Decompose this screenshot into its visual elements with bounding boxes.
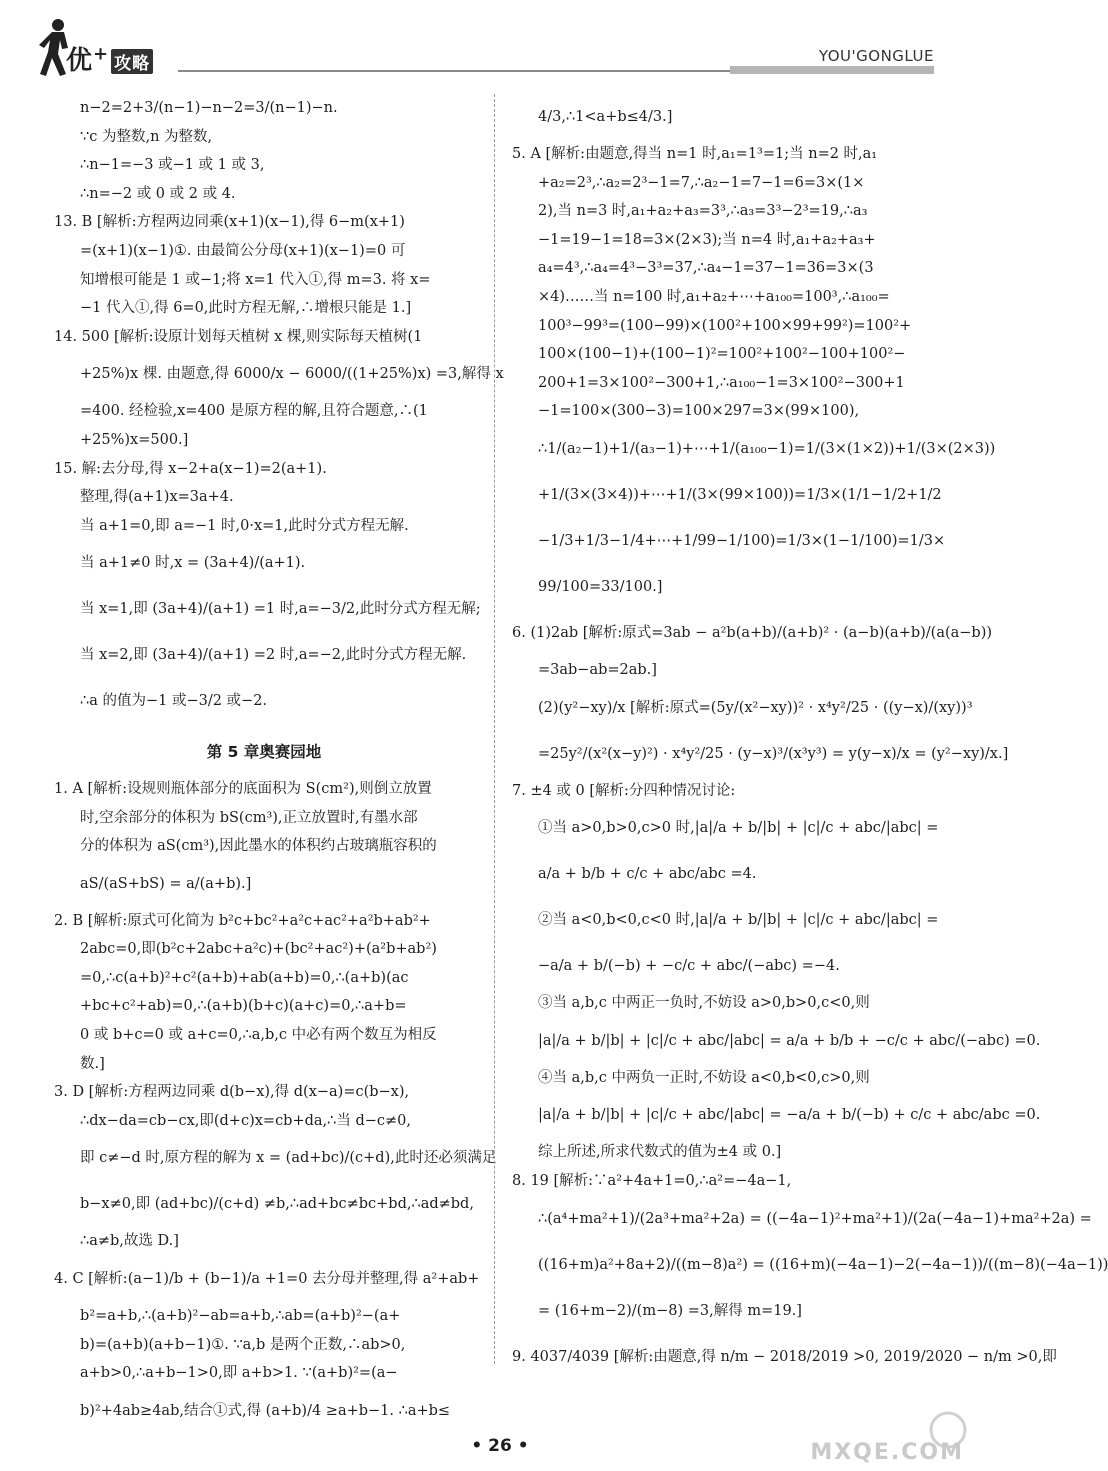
text-line: (2)(y²−xy)/x [解析:原式=(5y/(x²−xy))² · x⁴y²/25 · ((y−x)/(xy))³ [538,699,973,716]
text-line: 即 c≠−d 时,原方程的解为 x = (ad+bc)/(c+d),此时还必须满足 [80,1150,497,1167]
text-line: ∴n−1=−3 或−1 或 1 或 3, [80,157,265,174]
text-line: −1 代入①,得 6=0,此时方程无解,∴增根只能是 1.] [80,300,412,317]
text-line: 当 a+1=0,即 a=−1 时,0·x=1,此时分式方程无解. [80,517,409,534]
text-line: =0,∴c(a+b)²+c²(a+b)+ab(a+b)=0,∴(a+b)(ac [80,969,409,986]
answer-8: 8. 19 [解析:∵a²+4a+1=0,∴a²=−4a−1, [512,1172,792,1189]
text-line: b)=(a+b)(a+b−1)①. ∵a,b 是两个正数,∴ab>0, [80,1336,406,1353]
brand-logo: 优+ 攻略 [66,40,153,77]
text-line: 0 或 b+c=0 或 a+c=0,∴a,b,c 中必有两个数互为相反 [80,1027,437,1044]
text-line: a+b>0,∴a+b−1>0,即 a+b>1. ∵(a+b)²=(a− [80,1365,398,1382]
text-line: 数.] [80,1055,105,1072]
text-line: ∴a≠b,故选 D.] [80,1233,179,1250]
text-line: a₄=4³,∴a₄=4³−3³=37,∴a₄−1=37−1=36=3×(3 [538,260,874,277]
text-line: 知增根可能是 1 或−1;将 x=1 代入①,得 m=3. 将 x= [80,271,431,288]
brand-name: YOU'GONGLUE [818,47,934,65]
text-line: b)²+4ab≥4ab,结合①式,得 (a+b)/4 ≥a+b−1. ∴a+b≤ [80,1402,451,1419]
answer-4: 4. C [解析:(a−1)/b + (b−1)/a +1=0 去分母并整理,得 a²+ab+ [54,1271,480,1288]
text-line: ((16+m)a²+8a+2)/((m−8)a²) = ((16+m)(−4a−1)−2(−4a−1))/((m−8)(−4a−1)) [538,1256,1108,1273]
text-line: aS/(aS+bS) = a/(a+b).] [80,875,252,892]
right-column [512,94,1108,1380]
text-line: +25%)x=500.] [80,431,189,448]
text-line: ∴a 的值为−1 或−3/2 或−2. [80,693,268,710]
text-line: +1/(3×(3×4))+⋯+1/(3×(99×100))=1/3×(1/1−1/2+1/2 [538,486,942,503]
text-line: ②当 a<0,b<0,c<0 时,|a|/a + b/|b| + |c|/c + abc/|abc| = [538,912,939,929]
answer-1: 1. A [解析:设规则瓶体部分的底面积为 S(cm²),则倒立放置 [54,780,432,797]
text-line: 2),当 n=3 时,a₁+a₂+a₃=3³,∴a₃=3³−2³=19,∴a₃ [538,203,868,220]
text-line: n−2=2+3/(n−1)−n−2=3/(n−1)−n. [80,100,338,116]
text-line: −a/a + b/(−b) + −c/c + abc/(−abc) =−4. [538,958,840,975]
answer-7: 7. ±4 或 0 [解析:分四种情况讨论: [512,782,736,799]
text-line: +a₂=2³,∴a₂=2³−1=7,∴a₂−1=7−1=6=3×(1× [538,174,865,191]
text-line: b−x≠0,即 (ad+bc)/(c+d) ≠b,∴ad+bc≠bc+bd,∴ad≠bd, [80,1196,474,1213]
text-line: =(x+1)(x−1)①. 由最简公分母(x+1)(x−1)=0 可 [80,242,406,259]
text-line: 99/100=33/100.] [538,578,663,595]
text-line: 整理,得(a+1)x=3a+4. [80,489,234,506]
text-line: ∴(a⁴+ma²+1)/(2a³+ma²+2a) = ((−4a−1)²+ma²+1)/(2a(−4a−1)+ma²+2a) = [538,1210,1092,1227]
section-title: 第 5 章奥赛园地 [206,743,322,762]
text-line: −1=100×(300−3)=100×297=3×(99×100), [538,403,860,420]
text-line: 100³−99³=(100−99)×(100²+100×99+99²)=100²+ [538,317,912,334]
text-line: ①当 a>0,b>0,c>0 时,|a|/a + b/|b| + |c|/c + abc/|abc| = [538,820,939,837]
answer-14: 14. 500 [解析:设原计划每天植树 x 棵,则实际每天植树(1 [54,328,423,345]
text-line: 2abc=0,即(b²c+2abc+a²c)+(bc²+ac²)+(a²b+ab²) [80,941,437,958]
text-line: ④当 a,b,c 中两负一正时,不妨设 a<0,b<0,c>0,则 [538,1069,870,1086]
text-line: ×4)……当 n=100 时,a₁+a₂+⋯+a₁₀₀=100³,∴a₁₀₀= [538,288,890,305]
text-line: =400. 经检验,x=400 是原方程的解,且符合题意,∴(1 [80,403,428,420]
watermark-text: MXQE.COM [810,1440,964,1465]
text-line: 当 a+1≠0 时,x = (3a+4)/(a+1). [80,555,306,572]
column-divider [494,94,495,1364]
text-line: 综上所述,所求代数式的值为±4 或 0.] [538,1144,782,1161]
text-line: −1/3+1/3−1/4+⋯+1/99−1/100)=1/3×(1−1/100)=1/3× [538,532,946,549]
text-line: ∵c 为整数,n 为整数, [80,128,213,145]
text-line: −1=19−1=18=3×(2×3);当 n=4 时,a₁+a₂+a₃+ [538,231,876,248]
text-line: 分的体积为 aS(cm³),因此墨水的体积约占玻璃瓶容积的 [80,838,437,855]
text-line: ③当 a,b,c 中两正一负时,不妨设 a>0,b>0,c<0,则 [538,995,870,1012]
text-line: ∴1/(a₂−1)+1/(a₃−1)+⋯+1/(a₁₀₀−1)=1/(3×(1×2))+1/(3×(2×3)) [538,440,996,457]
text-line: +bc+c²+ab)=0,∴(a+b)(b+c)(a+c)=0,∴a+b= [80,998,407,1015]
text-line: a/a + b/b + c/c + abc/abc =4. [538,866,757,883]
answer-15: 15. 解:去分母,得 x−2+a(x−1)=2(a+1). [54,460,327,477]
text-line: ∴n=−2 或 0 或 2 或 4. [80,185,236,202]
text-line: =3ab−ab=2ab.] [538,661,657,678]
answer-9: 9. 4037/4039 [解析:由题意,得 n/m − 2018/2019 >0, 2019/2020 − n/m >0,即 [512,1348,1057,1365]
text-line: b²=a+b,∴(a+b)²−ab=a+b,∴ab=(a+b)²−(a+ [80,1308,401,1325]
text-line: ∴dx−da=cb−cx,即(d+c)x=cb+da,∴当 d−c≠0, [80,1112,412,1129]
header-rule-accent [730,66,934,74]
answer-6: 6. (1)2ab [解析:原式=3ab − a²b(a+b)/(a+b)² · (a−b)(a+b)/(a(a−b)) [512,624,993,641]
left-column [54,94,504,1434]
text-line: =25y²/(x²(x−y)²) · x⁴y²/25 · (y−x)³/(x³y³) = y(y−x)/x = (y²−xy)/x.] [538,745,1009,762]
text-line: 当 x=2,即 (3a+4)/(a+1) =2 时,a=−2,此时分式方程无解. [80,647,467,664]
text-line: 时,空余部分的体积为 bS(cm³),正立放置时,有墨水部 [80,809,418,826]
text-line: 100×(100−1)+(100−1)²=100²+100²−100+100²− [538,346,906,363]
text-line: +25%)x 棵. 由题意,得 6000/x − 6000/((1+25%)x) =3,解得 x [80,366,504,383]
text-line: 200+1=3×100²−300+1,∴a₁₀₀−1=3×100²−300+1 [538,374,905,391]
answer-3: 3. D [解析:方程两边同乘 d(b−x),得 d(x−a)=c(b−x), [54,1084,410,1101]
page-number: • 26 • [471,1436,529,1456]
text-line: 4/3,∴1<a+b≤4/3.] [538,109,673,125]
text-line: |a|/a + b/|b| + |c|/c + abc/|abc| = −a/a + b/(−b) + c/c + abc/abc =0. [538,1107,1041,1124]
answer-2: 2. B [解析:原式可化简为 b²c+bc²+a²c+ac²+a²b+ab²+ [54,912,431,929]
text-line: 当 x=1,即 (3a+4)/(a+1) =1 时,a=−3/2,此时分式方程无解; [80,601,481,618]
page-header [0,0,1000,86]
text-line: = (16+m−2)/(m−8) =3,解得 m=19.] [538,1302,802,1319]
answer-5: 5. A [解析:由题意,得当 n=1 时,a₁=1³=1;当 n=2 时,a₁ [512,146,878,162]
answer-13: 13. B [解析:方程两边同乘(x+1)(x−1),得 6−m(x+1) [54,214,405,231]
text-line: |a|/a + b/|b| + |c|/c + abc/|abc| = a/a + b/b + −c/c + abc/(−abc) =0. [538,1032,1041,1049]
